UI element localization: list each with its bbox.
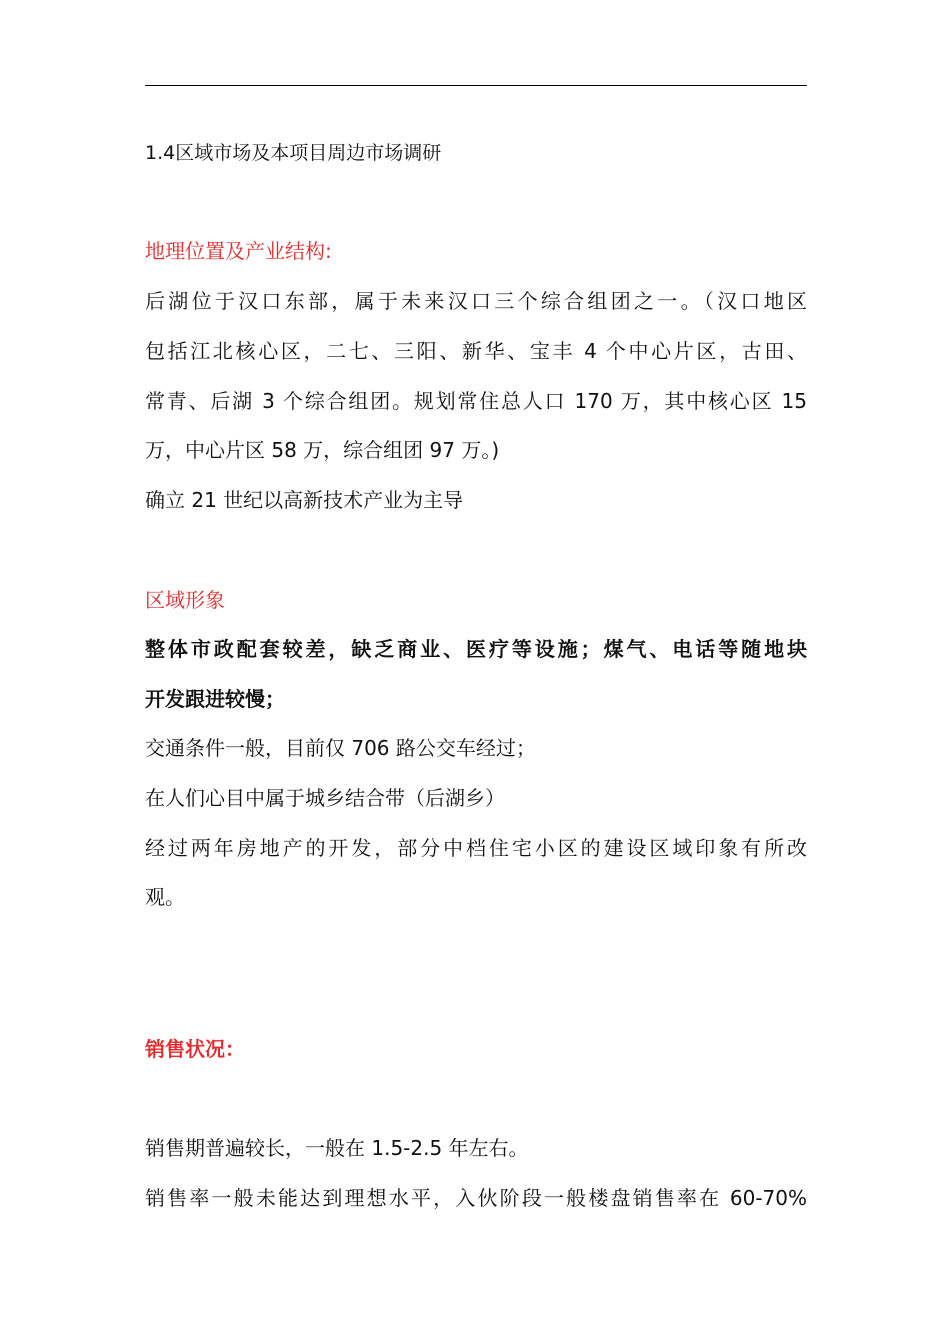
geo-line-2: 包括江北核心区，二七、三阳、新华、宝丰 4 个中心片区，古田、 bbox=[145, 339, 807, 363]
image-bold-line-1: 整体市政配套较差，缺乏商业、医疗等设施；煤气、电话等随地块 bbox=[145, 637, 807, 661]
geo-line-4: 万，中心片区 58 万，综合组团 97 万。) bbox=[145, 438, 500, 462]
header-rule bbox=[145, 85, 807, 86]
section-title: 1.4区域市场及本项目周边市场调研 bbox=[145, 142, 442, 164]
image-traffic: 交通条件一般，目前仅 706 路公交车经过； bbox=[145, 736, 536, 760]
geo-industry: 确立 21 世纪以高新技术产业为主导 bbox=[145, 488, 464, 512]
geo-heading: 地理位置及产业结构: bbox=[145, 239, 332, 263]
image-bold-line-2: 开发跟进较慢； bbox=[145, 687, 285, 711]
sales-rate: 销售率一般未能达到理想水平，入伙阶段一般楼盘销售率在 60-70% bbox=[145, 1186, 807, 1210]
sales-heading: 销售状况： bbox=[145, 1037, 245, 1061]
image-heading: 区域形象 bbox=[145, 588, 225, 612]
image-change-line-2: 观。 bbox=[145, 885, 185, 909]
sales-period: 销售期普遍较长，一般在 1.5-2.5 年左右。 bbox=[145, 1136, 529, 1160]
geo-line-1: 后湖位于汉口东部，属于未来汉口三个综合组团之一。（汉口地区 bbox=[145, 289, 807, 313]
geo-line-3: 常青、后湖 3 个综合组团。规划常住总人口 170 万，其中核心区 15 bbox=[145, 389, 807, 413]
image-perception: 在人们心目中属于城乡结合带（后湖乡） bbox=[145, 786, 505, 810]
image-change-line-1: 经过两年房地产的开发，部分中档住宅小区的建设区域印象有所改 bbox=[145, 836, 807, 860]
document-page bbox=[145, 0, 807, 1344]
